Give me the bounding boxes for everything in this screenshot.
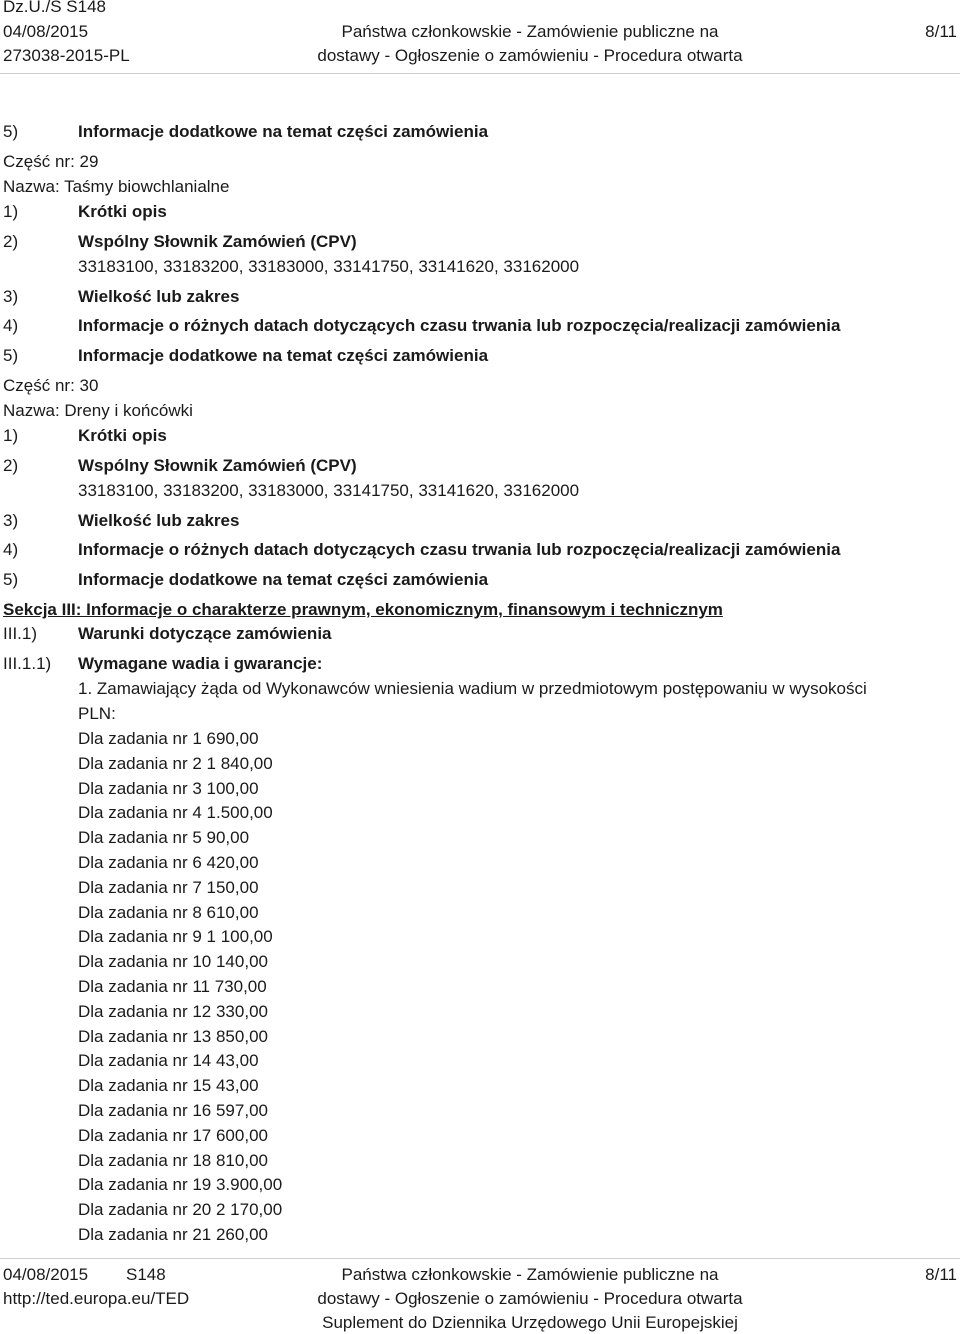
item-number: 5) xyxy=(3,346,19,365)
deposit-task-row: Dla zadania nr 14 43,00 xyxy=(78,1051,259,1071)
deposit-currency: PLN: xyxy=(78,704,116,723)
item-label: Informacje dodatkowe na temat części zamówienia xyxy=(78,570,489,589)
item-number: 3) xyxy=(3,511,19,530)
item-label: Wspólny Słownik Zamówień (CPV) xyxy=(78,456,357,475)
deposit-task-row: Dla zadania nr 18 810,00 xyxy=(78,1150,268,1170)
subsection-number: III.1) xyxy=(3,624,38,643)
deposit-task-row: Dla zadania nr 1 690,00 xyxy=(78,729,259,748)
part-number: Część nr: 29 xyxy=(3,152,99,171)
footer-date: 04/08/2015 xyxy=(3,1265,89,1284)
item-label: Informacje dodatkowe na temat części zamówienia xyxy=(78,346,489,365)
deposit-task-row: Dla zadania nr 8 610,00 xyxy=(78,902,259,922)
deposit-task-row: Dla zadania nr 9 1 100,00 xyxy=(78,927,273,947)
header-notice-id: 273038-2015-PL xyxy=(3,46,130,65)
item-label: Wspólny Słownik Zamówień (CPV) xyxy=(78,232,357,251)
subsection-label: Wymagane wadia i gwarancje: xyxy=(78,654,323,673)
header-title-line2: dostawy - Ogłoszenie o zamówieniu - Procedura otwarta xyxy=(317,46,743,65)
item-number: 3) xyxy=(3,287,19,306)
deposit-task-row: Dla zadania nr 5 90,00 xyxy=(78,828,250,848)
footer-url[interactable]: http://ted.europa.eu/TED xyxy=(3,1289,190,1308)
footer-title-line3: Suplement do Dziennika Urzędowego Unii Europejskiej xyxy=(322,1313,738,1332)
subsection-label: Warunki dotyczące zamówienia xyxy=(78,624,332,643)
footer-divider xyxy=(0,1258,960,1259)
cpv-codes: 33183100, 33183200, 33183000, 33141750, 33141620, 33162000 xyxy=(78,257,580,276)
item-label: Krótki opis xyxy=(78,426,167,445)
item-number: 5) xyxy=(3,122,19,141)
deposit-task-row: Dla zadania nr 7 150,00 xyxy=(78,877,259,897)
section-title: Sekcja III: Informacje o charakterze prawnym, ekonomicznym, finansowym i technicznym xyxy=(3,600,723,619)
header-title-line1: Państwa członkowskie - Zamówienie publiczne na xyxy=(341,22,719,41)
item-number: 2) xyxy=(3,232,19,251)
deposit-task-row: Dla zadania nr 2 1 840,00 xyxy=(78,753,273,773)
deposit-task-row: Dla zadania nr 6 420,00 xyxy=(78,853,259,872)
deposit-task-row: Dla zadania nr 13 850,00 xyxy=(78,1026,268,1046)
deposit-intro: 1. Zamawiający żąda od Wykonawców wniesienia wadium w przedmiotowym postępowaniu w wysokości xyxy=(78,679,867,698)
item-number: 2) xyxy=(3,456,19,475)
footer-title-line1: Państwa członkowskie - Zamówienie publiczne na xyxy=(341,1265,719,1284)
item-label: Informacje o różnych datach dotyczących czasu trwania lub rozpoczęcia/realizacji zamówienia xyxy=(78,540,841,559)
deposit-task-row: Dla zadania nr 3 100,00 xyxy=(78,778,259,798)
item-number: 5) xyxy=(3,570,19,589)
item-label: Wielkość lub zakres xyxy=(78,511,240,530)
footer-page-number: 8/11 xyxy=(925,1265,957,1284)
item-label: Krótki opis xyxy=(78,202,167,221)
deposit-task-row: Dla zadania nr 10 140,00 xyxy=(78,952,268,972)
item-label: Informacje dodatkowe na temat części zamówienia xyxy=(78,122,489,141)
part-number: Część nr: 30 xyxy=(3,376,99,395)
item-label: Informacje o różnych datach dotyczących czasu trwania lub rozpoczęcia/realizacji zamówienia xyxy=(78,316,841,335)
footer-title-line2: dostawy - Ogłoszenie o zamówieniu - Procedura otwarta xyxy=(317,1289,743,1308)
item-number: 1) xyxy=(3,426,19,445)
deposit-task-row: Dla zadania nr 17 600,00 xyxy=(78,1125,268,1145)
deposit-task-row: Dla zadania nr 21 260,00 xyxy=(78,1225,268,1244)
deposit-task-row: Dla zadania nr 16 597,00 xyxy=(78,1101,268,1120)
item-label: Wielkość lub zakres xyxy=(78,287,240,306)
deposit-task-row: Dla zadania nr 20 2 170,00 xyxy=(78,1200,283,1220)
item-number: 1) xyxy=(3,202,19,221)
subsection-number: III.1.1) xyxy=(3,654,52,673)
footer-journal: S148 xyxy=(126,1265,166,1284)
part-name: Nazwa: Dreny i końcówki xyxy=(3,401,193,420)
header-date: 04/08/2015 xyxy=(3,22,89,41)
cpv-codes: 33183100, 33183200, 33183000, 33141750, 33141620, 33162000 xyxy=(78,481,580,500)
header-journal: Dz.U./S S148 xyxy=(3,0,106,16)
deposit-task-row: Dla zadania nr 11 730,00 xyxy=(78,977,267,996)
deposit-task-row: Dla zadania nr 19 3.900,00 xyxy=(78,1175,283,1195)
part-name: Nazwa: Taśmy biowchlanialne xyxy=(3,177,230,196)
deposit-task-row: Dla zadania nr 12 330,00 xyxy=(78,1001,268,1021)
item-number: 4) xyxy=(3,316,19,335)
deposit-task-row: Dla zadania nr 4 1.500,00 xyxy=(78,803,273,823)
header-page-number: 8/11 xyxy=(925,22,957,41)
deposit-task-row: Dla zadania nr 15 43,00 xyxy=(78,1076,259,1096)
item-number: 4) xyxy=(3,540,19,559)
header-divider xyxy=(0,73,960,74)
